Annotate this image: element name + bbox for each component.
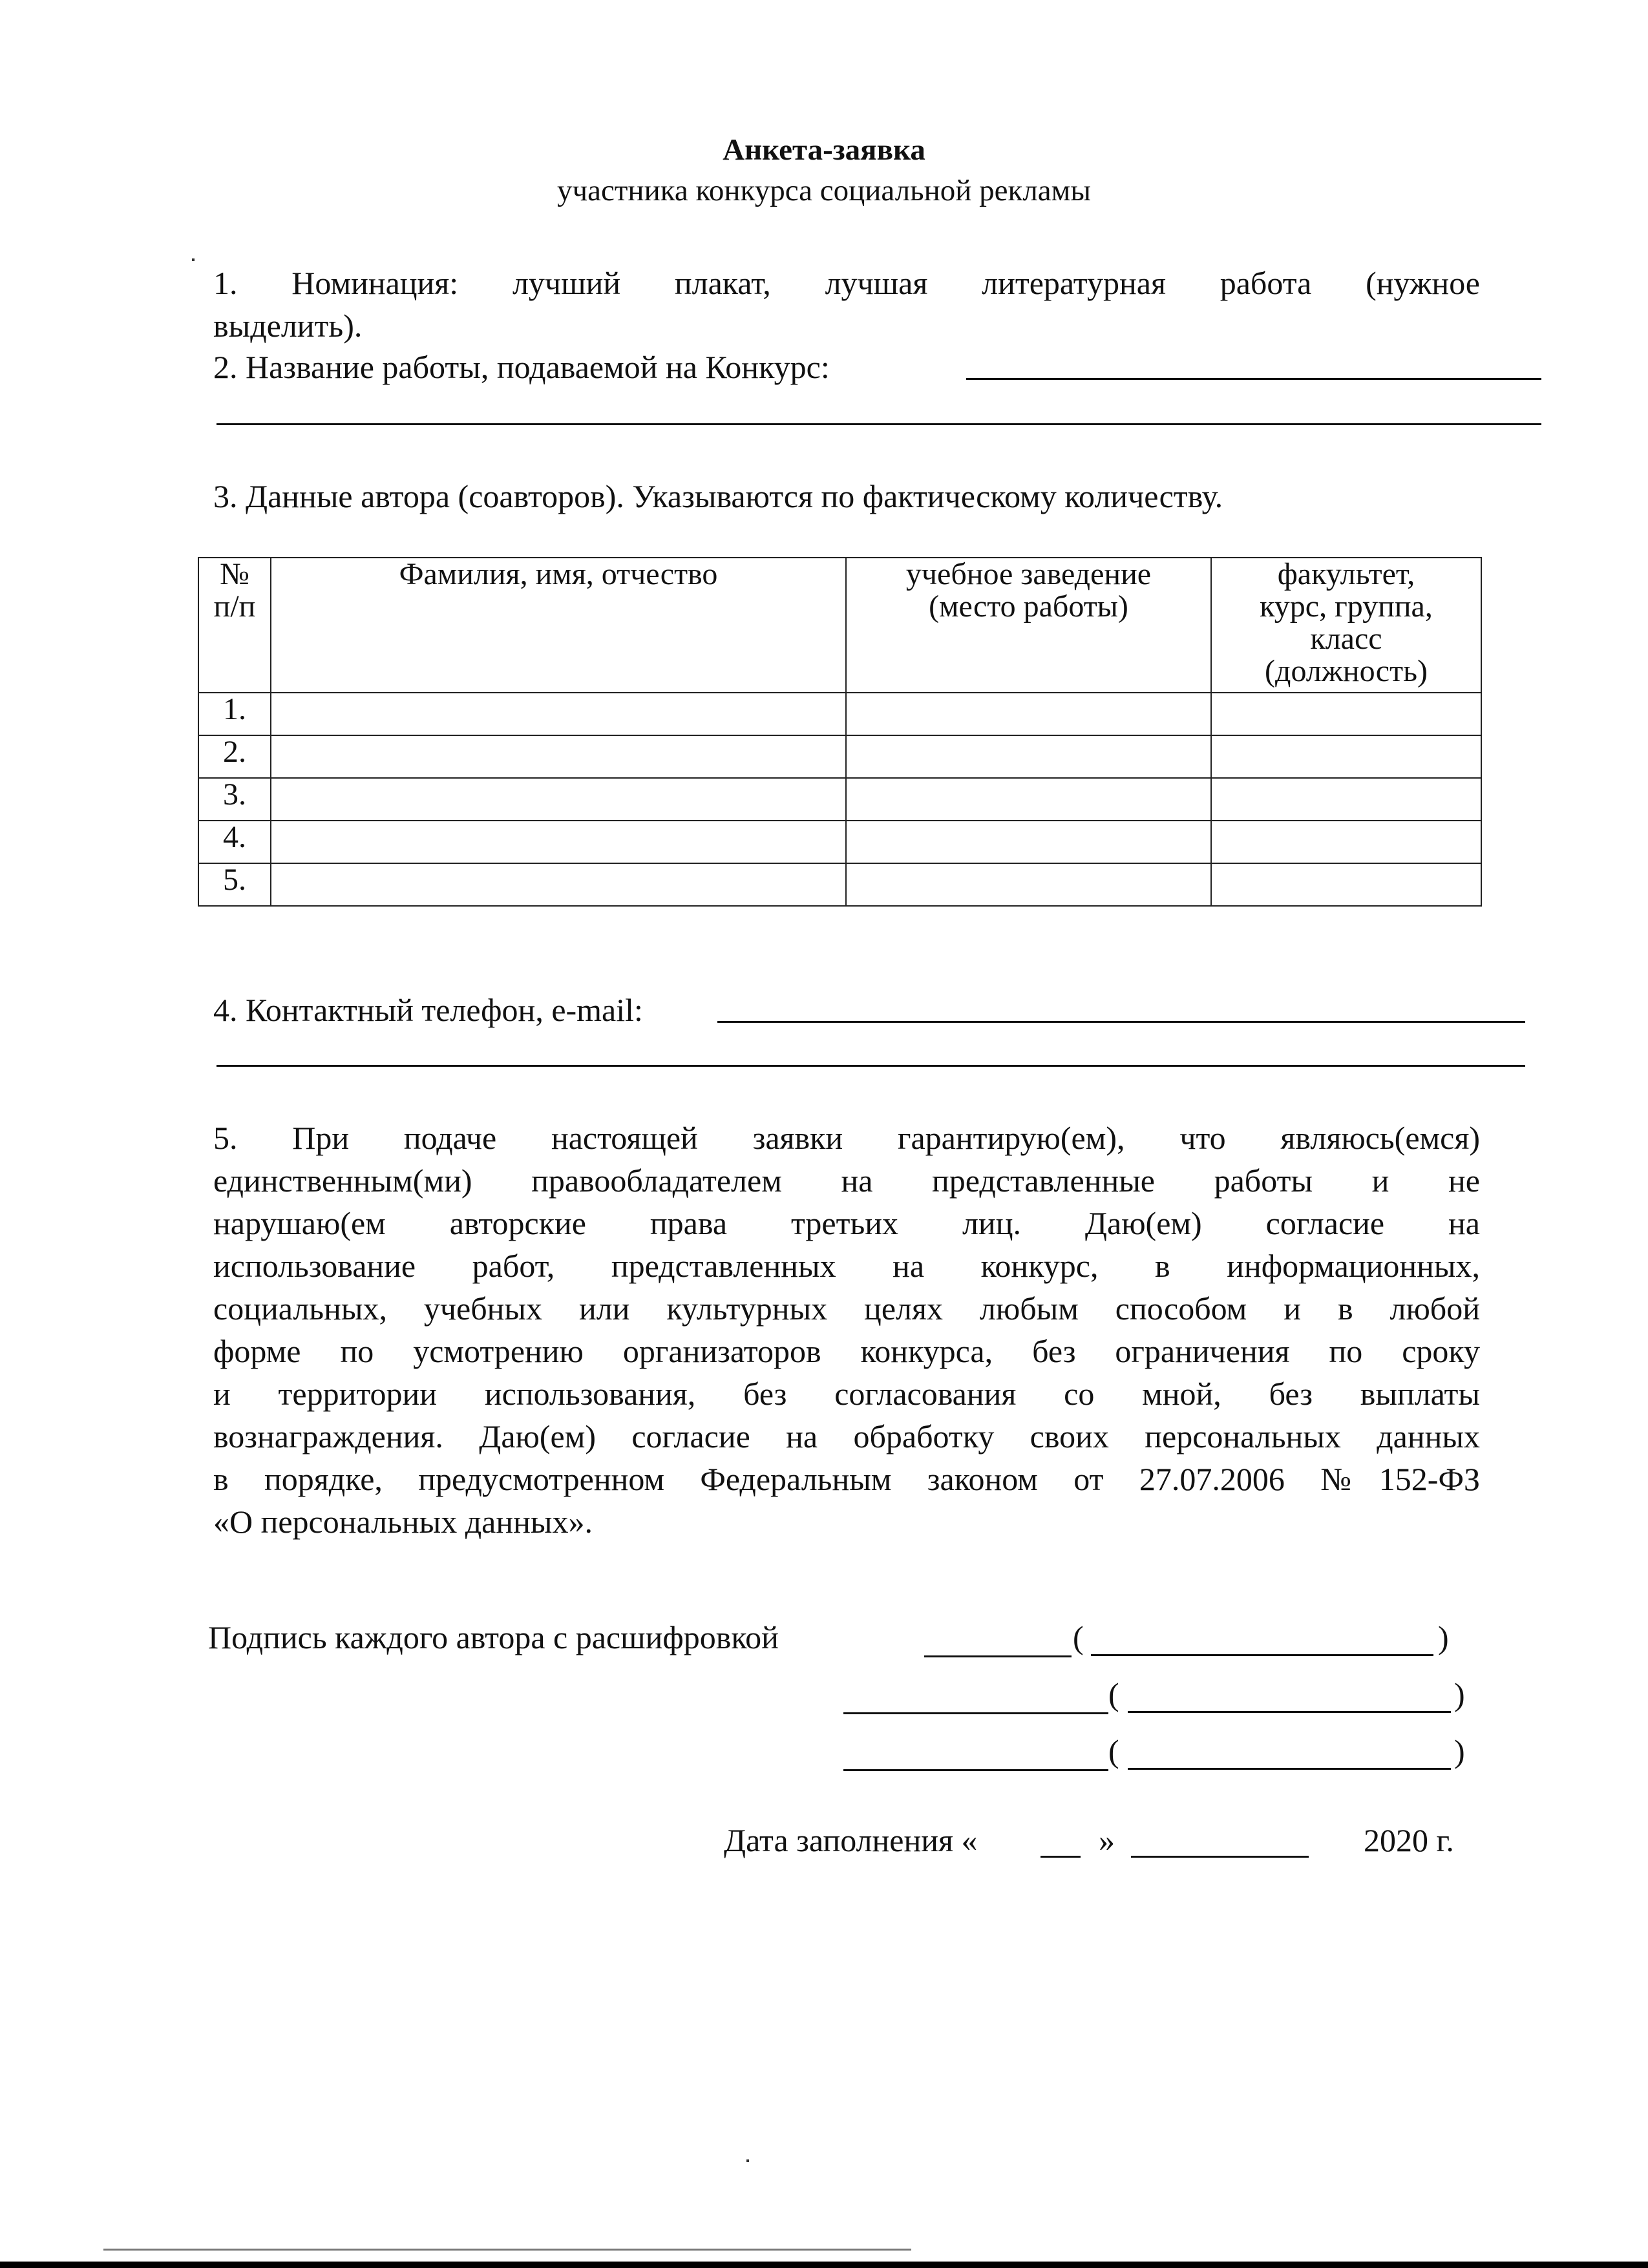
contact-field[interactable]	[717, 1021, 1525, 1023]
consent-line: в порядке, предусмотренном Федеральным законом от 27.07.2006 №152-ФЗ	[213, 1461, 1480, 1497]
date-year: 2020 г.	[1364, 1822, 1454, 1858]
row-number: 2.	[198, 735, 271, 778]
consent-line: и территории использования, без согласования со мной, без выплаты	[213, 1376, 1480, 1412]
signature-decode-field-2[interactable]	[1128, 1711, 1451, 1713]
institution-cell[interactable]	[846, 778, 1211, 821]
faculty-cell[interactable]	[1211, 778, 1481, 821]
name-cell[interactable]	[271, 821, 846, 863]
table-row	[198, 863, 1481, 906]
column-header-full-name: Фамилия, имя, отчество	[271, 558, 846, 693]
signature-label: Подпись каждого автора с расшифровкой	[208, 1619, 779, 1655]
scan-bottom-edge	[0, 2262, 1648, 2268]
form-subtitle: участника конкурса социальной рекламы	[557, 174, 1091, 207]
signature-field-1[interactable]	[924, 1655, 1072, 1657]
signature-field-2[interactable]	[843, 1712, 1108, 1714]
table-row	[198, 693, 1481, 735]
column-header-faculty: факультет, курс, группа, класс (должность)	[1211, 558, 1481, 693]
open-paren: (	[1073, 1619, 1084, 1655]
close-paren: )	[1454, 1676, 1465, 1712]
name-cell[interactable]	[271, 778, 846, 821]
row-number: 4.	[198, 821, 271, 863]
nomination-line-1: 1. Номинация: лучший плакат, лучшая литературная работа (нужное	[213, 265, 1480, 301]
date-day-field[interactable]	[1041, 1856, 1081, 1858]
signature-decode-field-1[interactable]	[1091, 1654, 1433, 1656]
institution-cell[interactable]	[846, 693, 1211, 735]
scan-speck	[192, 258, 195, 261]
consent-paragraph	[213, 1117, 1480, 1543]
consent-line: единственным(ми) правообладателем на представленные работы и не	[213, 1162, 1480, 1199]
name-cell[interactable]	[271, 863, 846, 906]
table-row	[198, 735, 1481, 778]
table-row	[198, 821, 1481, 863]
institution-cell[interactable]	[846, 735, 1211, 778]
institution-cell[interactable]	[846, 863, 1211, 906]
row-number: 1.	[198, 693, 271, 735]
table-header-row	[198, 558, 1481, 693]
consent-line: вознаграждения. Даю(ем) согласие на обработку своих персональных данных	[213, 1418, 1480, 1454]
open-paren: (	[1108, 1676, 1119, 1712]
row-number: 5.	[198, 863, 271, 906]
consent-line: социальных, учебных или культурных целях любым способом и в любой	[213, 1290, 1480, 1327]
contact-field-continued[interactable]	[217, 1065, 1525, 1067]
consent-line: 5. При подаче настоящей заявки гарантирую(ем), что являюсь(емся)	[213, 1120, 1480, 1156]
faculty-cell[interactable]	[1211, 821, 1481, 863]
faculty-cell[interactable]	[1211, 735, 1481, 778]
signature-field-3[interactable]	[843, 1769, 1108, 1771]
table-row	[198, 778, 1481, 821]
open-paren: (	[1108, 1733, 1119, 1769]
authors-section-label: 3. Данные автора (соавторов). Указываются по фактическому количеству.	[213, 478, 1223, 514]
date-close-quote: »	[1099, 1822, 1115, 1858]
signature-decode-field-3[interactable]	[1128, 1768, 1451, 1770]
consent-line: использование работ, представленных на конкурс, в информационных,	[213, 1248, 1480, 1284]
contact-label: 4. Контактный телефон, e-mail:	[213, 992, 643, 1028]
faculty-cell[interactable]	[1211, 863, 1481, 906]
form-title: Анкета-заявка	[723, 133, 925, 167]
name-cell[interactable]	[271, 735, 846, 778]
date-month-field[interactable]	[1131, 1856, 1309, 1858]
column-header-institution: учебное заведение (место работы)	[846, 558, 1211, 693]
column-header-number: № п/п	[198, 558, 271, 693]
consent-line: нарушаю(ем авторские права третьих лиц. Даю(ем) согласие на	[213, 1205, 1480, 1241]
scan-edge-noise	[103, 2249, 911, 2251]
close-paren: )	[1454, 1733, 1465, 1769]
consent-line-last: «О персональных данных».	[213, 1504, 593, 1540]
authors-table	[198, 557, 1482, 907]
date-label: Дата заполнения «	[724, 1822, 978, 1858]
work-title-label: 2. Название работы, подаваемой на Конкурс:	[213, 349, 830, 385]
consent-line: форме по усмотрению организаторов конкурса, без ограничения по сроку	[213, 1333, 1480, 1369]
row-number: 3.	[198, 778, 271, 821]
institution-cell[interactable]	[846, 821, 1211, 863]
work-title-field[interactable]	[966, 378, 1541, 380]
close-paren: )	[1438, 1619, 1449, 1655]
nomination-line-2: выделить).	[213, 308, 363, 344]
scan-speck	[746, 2159, 749, 2162]
name-cell[interactable]	[271, 693, 846, 735]
faculty-cell[interactable]	[1211, 693, 1481, 735]
work-title-field-continued[interactable]	[217, 423, 1541, 425]
